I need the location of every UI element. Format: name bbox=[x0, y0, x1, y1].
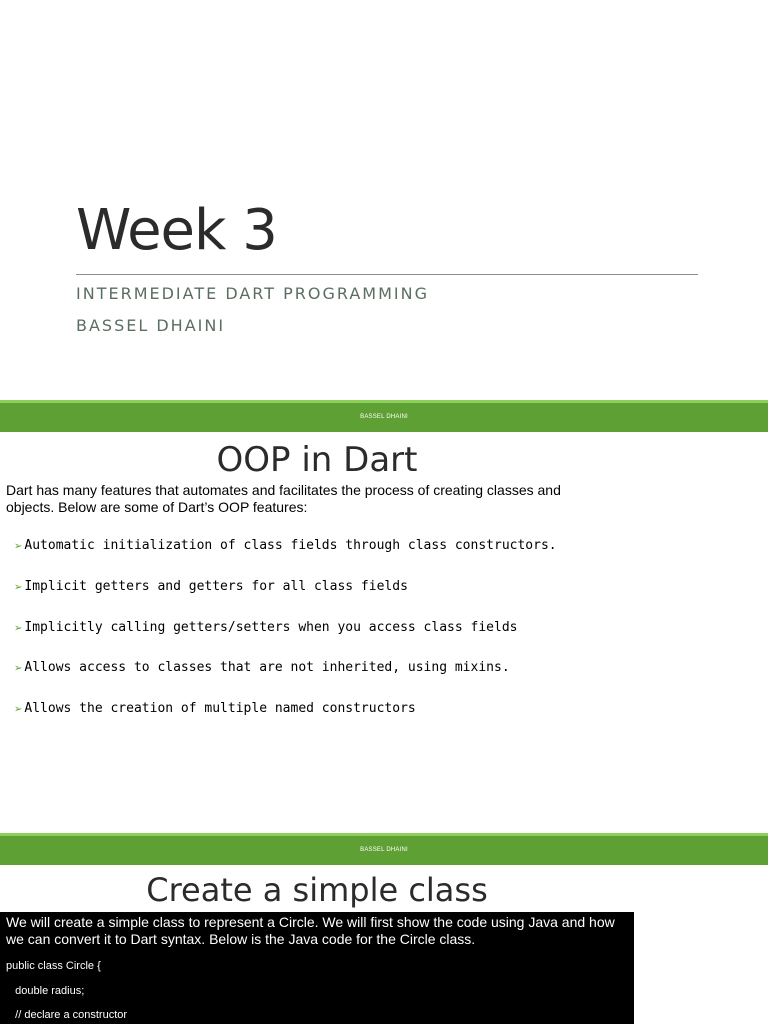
title-divider bbox=[76, 274, 698, 275]
feature-text: Allows access to classes that are not inherited, using mixins. bbox=[24, 660, 510, 675]
arrow-bullet-icon: ➢ bbox=[14, 582, 23, 593]
slide-title: OOP in Dart bbox=[216, 440, 418, 480]
feature-text: Implicit getters and getters for all class fields bbox=[24, 579, 408, 594]
code-line: double radius; bbox=[6, 985, 85, 997]
slide-title: Create a simple class bbox=[146, 871, 488, 909]
feature-text: Allows the creation of multiple named constructors bbox=[24, 701, 416, 716]
arrow-bullet-icon: ➢ bbox=[14, 541, 23, 552]
code-block bbox=[0, 912, 634, 1024]
footer-label: BASSEL DHAINI bbox=[360, 414, 408, 420]
arrow-bullet-icon: ➢ bbox=[14, 704, 23, 715]
arrow-bullet-icon: ➢ bbox=[14, 663, 23, 674]
simple-class-slide bbox=[0, 865, 768, 1024]
feature-text: Implicitly calling getters/setters when you access class fields bbox=[24, 620, 518, 635]
code-line: public class Circle { bbox=[6, 960, 101, 972]
slide-subtitle: INTERMEDIATE DART PROGRAMMING bbox=[76, 284, 429, 303]
oop-slide bbox=[0, 432, 768, 833]
title-slide bbox=[0, 0, 768, 400]
feature-item bbox=[14, 620, 517, 635]
feature-item bbox=[14, 701, 416, 716]
feature-item bbox=[14, 538, 557, 553]
feature-item bbox=[14, 579, 408, 594]
footer-label: BASSEL DHAINI bbox=[360, 847, 408, 853]
slide-author: BASSEL DHAINI bbox=[76, 316, 226, 335]
footer-band bbox=[0, 400, 768, 432]
code-intro-text: We will create a simple class to represent a Circle. We will first show the code using Java and how we can convert it to Dart syntax. Below is the Java code for the Circle class. bbox=[6, 914, 615, 947]
footer-band bbox=[0, 833, 768, 865]
feature-text: Automatic initialization of class fields through class constructors. bbox=[24, 538, 557, 553]
arrow-bullet-icon: ➢ bbox=[14, 623, 23, 634]
code-line: // declare a constructor bbox=[6, 1009, 128, 1021]
slide-title: Week 3 bbox=[76, 198, 277, 263]
slide-intro-text: Dart has many features that automates and facilitates the process of creating classes and objects. Below are some of Dart’s OOP features: bbox=[6, 482, 561, 515]
feature-item bbox=[14, 660, 510, 675]
